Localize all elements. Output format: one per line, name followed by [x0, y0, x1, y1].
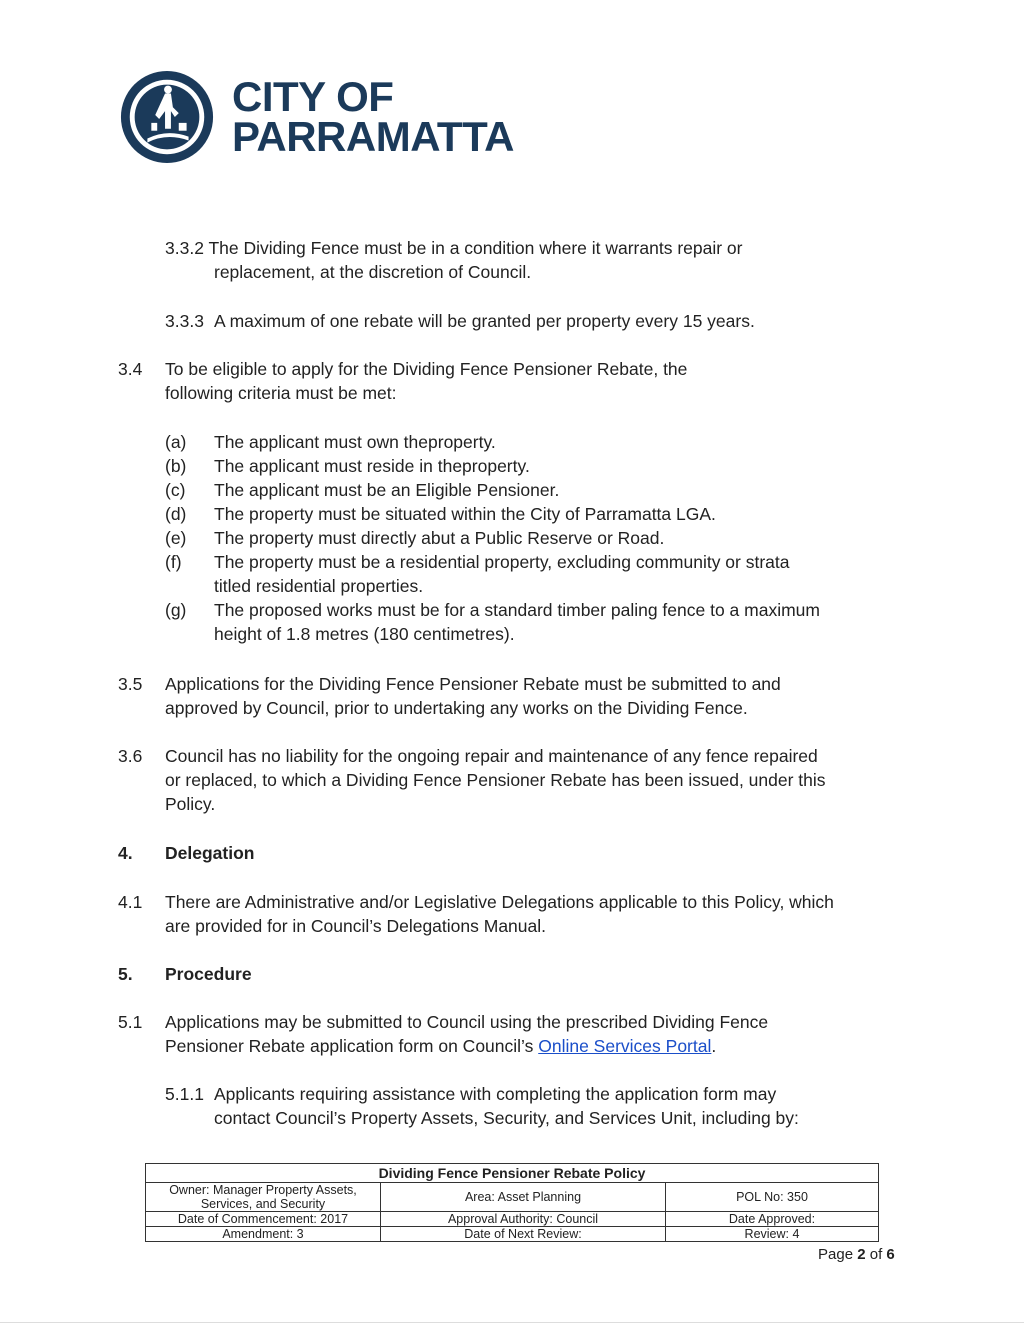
logo-line-city-of: CITY OF: [232, 73, 394, 120]
clause-3-3-2: [165, 236, 742, 260]
heading-number-5: 5.: [118, 964, 133, 984]
page-bottom-divider: [0, 1322, 1024, 1323]
clause-3-5-continued: approved by Council, prior to undertaking any works on the Dividing Fence.: [165, 698, 748, 718]
footer-next-review: Date of Next Review:: [381, 1227, 666, 1242]
footer-area: Area: Asset Planning: [381, 1183, 666, 1212]
footer-owner-line1: Owner: Manager Property Assets,: [169, 1183, 357, 1197]
clause-4-1-text: There are Administrative and/or Legislative Delegations applicable to this Policy, which: [165, 892, 834, 912]
footer-review: Review: 4: [666, 1227, 879, 1242]
clause-3-6-continued-2: Policy.: [165, 794, 216, 814]
page-word: Page: [818, 1246, 854, 1263]
online-services-portal-link[interactable]: Online Services Portal: [538, 1036, 712, 1056]
criteria-item-e: The property must directly abut a Public Reserve or Road.: [214, 528, 665, 548]
clause-number-3-3-3: 3.3.3: [165, 311, 204, 331]
clause-3-3-3-text: A maximum of one rebate will be granted per property every 15 years.: [214, 311, 755, 331]
criteria-label-f: (f): [165, 552, 182, 572]
city-seal-icon: [118, 68, 216, 166]
criteria-item-g: The proposed works must be for a standard timber paling fence to a maximum: [214, 600, 820, 620]
clause-5-1-text: Applications may be submitted to Council using the prescribed Dividing Fence: [165, 1012, 769, 1032]
logo-line-parramatta: PARRAMATTA: [232, 113, 514, 160]
clause-3-4-text: To be eligible to apply for the Dividing Fence Pensioner Rebate, the: [165, 359, 688, 379]
footer-row: [146, 1227, 879, 1242]
policy-footer-table: [145, 1163, 879, 1242]
clause-5-1-suffix: .: [711, 1036, 717, 1056]
criteria-item-f: The property must be a residential property, excluding community or strata: [214, 552, 790, 572]
criteria-item-d: The property must be situated within the City of Parramatta LGA.: [214, 504, 716, 524]
footer-date-approved: Date Approved:: [666, 1212, 879, 1227]
footer-pol-no: POL No: 350: [666, 1183, 879, 1212]
criteria-label-e: (e): [165, 528, 187, 548]
criteria-label-c: (c): [165, 480, 186, 500]
clause-number-5-1: 5.1: [118, 1012, 143, 1032]
page-total: 6: [886, 1246, 895, 1263]
clause-5-1-1-continued: contact Council’s Property Assets, Security, and Services Unit, including by:: [214, 1108, 799, 1128]
page-number: [818, 1246, 895, 1263]
heading-procedure: Procedure: [165, 964, 252, 984]
page-of: of: [869, 1246, 883, 1263]
heading-number-4: 4.: [118, 843, 133, 863]
logo-wordmark: [232, 73, 514, 160]
clause-text: The Dividing Fence must be in a condition where it warrants repair or: [208, 238, 743, 258]
clause-4-1-continued: are provided for in Council’s Delegations Manual.: [165, 916, 547, 936]
heading-delegation: Delegation: [165, 843, 255, 863]
council-logo: [118, 68, 514, 166]
footer-owner-line2: Services, and Security: [200, 1197, 326, 1211]
clause-number-5-1-1: 5.1.1: [165, 1084, 204, 1104]
footer-approval-authority: Approval Authority: Council: [381, 1212, 666, 1227]
criteria-item-c: The applicant must be an Eligible Pensioner.: [214, 480, 560, 500]
clause-3-6-text: Council has no liability for the ongoing repair and maintenance of any fence repaired: [165, 746, 818, 766]
clause-number-3-5: 3.5: [118, 674, 143, 694]
clause-5-1-prefix: Pensioner Rebate application form on Council’s: [165, 1036, 539, 1056]
page-current: 2: [857, 1246, 866, 1263]
criteria-label-d: (d): [165, 504, 187, 524]
criteria-label-b: (b): [165, 456, 187, 476]
clause-number-4-1: 4.1: [118, 892, 143, 912]
criteria-item-f-continued: titled residential properties.: [214, 576, 424, 596]
criteria-label-a: (a): [165, 432, 187, 452]
footer-title-row: [146, 1164, 879, 1183]
clause-3-5-text: Applications for the Dividing Fence Pensioner Rebate must be submitted to and: [165, 674, 781, 694]
criteria-label-g: (g): [165, 600, 187, 620]
clause-5-1-1-text: Applicants requiring assistance with completing the application form may: [214, 1084, 777, 1104]
clause-3-6-continued: or replaced, to which a Dividing Fence Pensioner Rebate has been issued, under this: [165, 770, 826, 790]
footer-row: [146, 1183, 879, 1212]
clause-5-1-continued: [165, 1034, 716, 1058]
clause-3-3-2-continued: replacement, at the discretion of Council.: [214, 262, 532, 282]
criteria-item-g-continued: height of 1.8 metres (180 centimetres).: [214, 624, 515, 644]
criteria-item-a: The applicant must own theproperty.: [214, 432, 496, 452]
clause-3-4-continued: following criteria must be met:: [165, 383, 397, 403]
footer-policy-title: Dividing Fence Pensioner Rebate Policy: [146, 1164, 879, 1183]
criteria-item-b: The applicant must reside in theproperty.: [214, 456, 530, 476]
clause-number: 3.3.2: [165, 238, 204, 258]
footer-amendment: Amendment: 3: [146, 1227, 381, 1242]
footer-owner: [146, 1183, 381, 1212]
footer-commencement: Date of Commencement: 2017: [146, 1212, 381, 1227]
clause-number-3-6: 3.6: [118, 746, 143, 766]
footer-row: [146, 1212, 879, 1227]
clause-number-3-4: 3.4: [118, 359, 143, 379]
